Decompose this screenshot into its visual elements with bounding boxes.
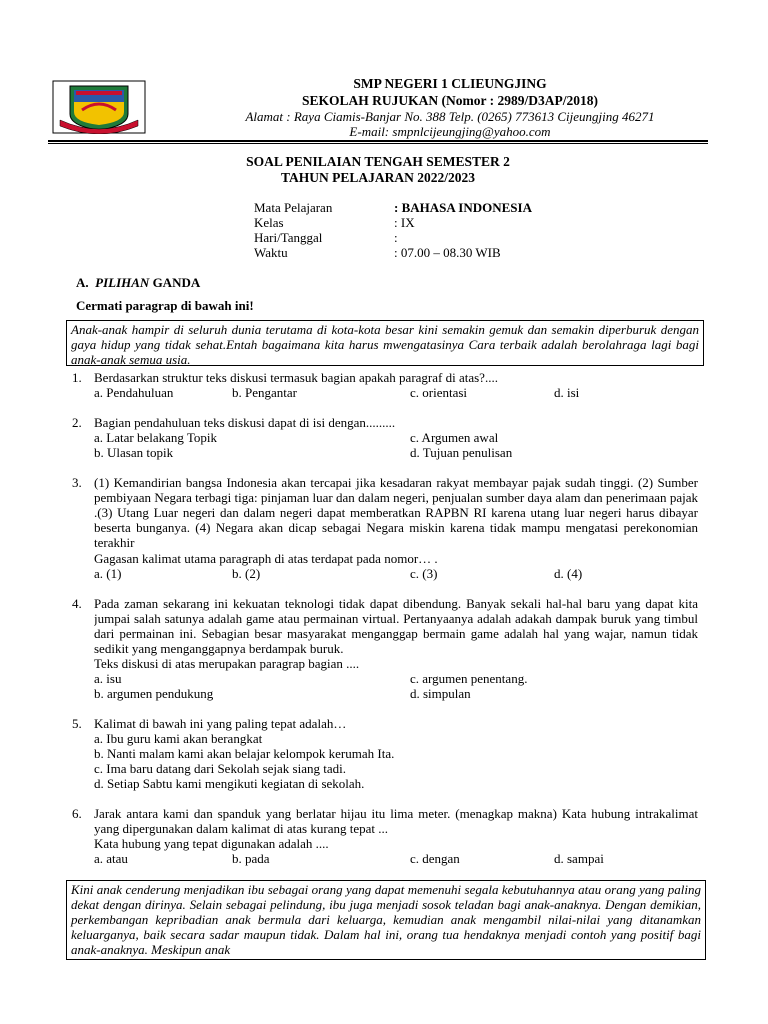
exam-year: TAHUN PELAJARAN 2022/2023 bbox=[280, 170, 475, 185]
option: d. (4) bbox=[554, 566, 583, 581]
question-prompt: Gagasan kalimat utama paragraph di atas terdapat pada nomor… . bbox=[94, 551, 438, 566]
school-rujukan: SEKOLAH RUJUKAN (Nomor : 2989/D3AP/2018) bbox=[302, 93, 598, 108]
option: a. Latar belakang Topik bbox=[94, 430, 218, 445]
question-prompt: Teks diskusi di atas merupakan paragrap bagian .... bbox=[94, 656, 360, 671]
section-title-italic: PILIHAN bbox=[95, 275, 150, 290]
option: c. (3) bbox=[410, 566, 438, 581]
option: b. Ulasan topik bbox=[94, 445, 174, 460]
info-value-subject: : BAHASA INDONESIA bbox=[394, 200, 532, 215]
option: c. orientasi bbox=[410, 385, 468, 400]
info-label-time: Waktu bbox=[254, 245, 288, 260]
option: a. Ibu guru kami akan berangkat bbox=[94, 731, 263, 746]
question-number: 6. bbox=[72, 806, 82, 821]
option: b. Pengantar bbox=[232, 385, 297, 400]
option: d. simpulan bbox=[410, 686, 471, 701]
question-text: Jarak antara kami dan spanduk yang berlatar hijau itu lima meter. (menagkap makna) Kata hubung intrakalimat yang dipergunakan dalam kalimat di atas kurang tepat ... bbox=[94, 806, 698, 836]
question-number: 1. bbox=[72, 370, 82, 385]
question-number: 5. bbox=[72, 716, 82, 731]
info-label-date: Hari/Tanggal bbox=[254, 230, 323, 245]
option: b. Nanti malam kami akan belajar kelompok kerumah Ita. bbox=[94, 746, 395, 761]
school-name: SMP NEGERI 1 CLIEUNGJING bbox=[353, 76, 547, 91]
option: d. Tujuan penulisan bbox=[410, 445, 513, 460]
option: b. (2) bbox=[232, 566, 261, 581]
passage-box-1: Anak-anak hampir di seluruh dunia terutama di kota-kota besar kini semakin gemuk dan semakin diperburuk dengan gaya hidup yang tidak sehat.Entah bagaimana kita harus mwengatasinya Cara terbaik adalah berolahraga lagi bagi anak-anak semua usia. bbox=[66, 320, 704, 366]
option: c. Argumen awal bbox=[410, 430, 499, 445]
option: a. (1) bbox=[94, 566, 122, 581]
passage-box-2: Kini anak cenderung menjadikan ibu sebagai orang yang dapat memenuhi segala kebutuhannya atau orang yang paling dekat dengan dirinya. Selain sebagai pelindung, ibu juga menjadi sosok teladan bagi anak-anaknya. Dengan demikian, perkembangan kepribadian anak bermula dari keluarga, kemudian anak mengambil nilai-nilai yang ditanamkan keluarganya, baik secara sadar maupun tidak. Dalam hal ini, orang tua hendaknya menjadi contoh yang positif bagi anak-anaknya. Meskipun anak bbox=[66, 880, 706, 960]
option: c. dengan bbox=[410, 851, 460, 866]
header-rule-thin bbox=[48, 143, 708, 144]
question-number: 2. bbox=[72, 415, 82, 430]
option: a. isu bbox=[94, 671, 122, 686]
instruction: Cermati paragrap di bawah ini! bbox=[76, 298, 254, 313]
option: d. Setiap Sabtu kami mengikuti kegiatan di sekolah. bbox=[94, 776, 365, 791]
question-text: (1) Kemandirian bangsa Indonesia akan tercapai jika kesadaran rakyat membayar pajak sudah tinggi. (2) Sumber pembiyaan Negara terbagi tiga: pinjaman luar dan dalam negeri, penjualan sumber daya alam dan penerimaan pajak .(3) Utang Luar negeri dan dalam negeri dapat memberatkan RAPBN RI karena utang luar negeri harus dibayar beserta bunganya. (4) Negara akan dicap sebagai Negara miskin karena tidak mampu mengatasi perekonomian terakhir bbox=[94, 475, 698, 550]
school-address: Alamat : Raya Ciamis-Banjar No. 388 Telp. (0265) 773613 Cijeungjing 46271 bbox=[245, 109, 655, 124]
header-rule bbox=[48, 140, 708, 142]
info-value-class: : IX bbox=[394, 215, 415, 230]
option: b. pada bbox=[232, 851, 270, 866]
question-text: Kalimat di bawah ini yang paling tepat adalah… bbox=[94, 716, 347, 731]
section-title-rest: GANDA bbox=[149, 275, 201, 290]
option: c. argumen penentang. bbox=[410, 671, 528, 686]
section-heading bbox=[76, 275, 200, 290]
question-text: Bagian pendahuluan teks diskusi dapat di isi dengan......... bbox=[94, 415, 396, 430]
option: d. sampai bbox=[554, 851, 604, 866]
section-letter: A. bbox=[76, 275, 89, 290]
school-email: E-mail: smpnlcijeungjing@yahoo.com bbox=[349, 124, 551, 139]
option: c. Ima baru datang dari Sekolah sejak siang tadi. bbox=[94, 761, 346, 776]
exam-title: SOAL PENILAIAN TENGAH SEMESTER 2 bbox=[246, 154, 510, 169]
option: a. Pendahuluan bbox=[94, 385, 174, 400]
question-number: 3. bbox=[72, 475, 82, 490]
info-value-time: : 07.00 – 08.30 WIB bbox=[394, 245, 501, 260]
question-prompt: Kata hubung yang tepat digunakan adalah .... bbox=[94, 836, 329, 851]
option: a. atau bbox=[94, 851, 128, 866]
question-number: 4. bbox=[72, 596, 82, 611]
school-logo bbox=[52, 80, 146, 134]
info-label-subject: Mata Pelajaran bbox=[254, 200, 333, 215]
question-text: Pada zaman sekarang ini kekuatan teknologi tidak dapat dibendung. Banyak sekali hal-hal baru yang dapat kita jumpai salah satunya adalah game atau permainan virtual. Pertanyaanya adalah adakah dampak buruk yang timbul dari permainan ini. Sebagian besar masyarakat menganggap bermain game adalah hal yang wajar, namun tidak sedikit yang menganggapnya berdampak buruk. bbox=[94, 596, 698, 656]
info-value-date: : bbox=[394, 230, 398, 245]
question-text: Berdasarkan struktur teks diskusi termasuk bagian apakah paragraf di atas?.... bbox=[94, 370, 498, 385]
option: b. argumen pendukung bbox=[94, 686, 214, 701]
option: d. isi bbox=[554, 385, 580, 400]
info-label-class: Kelas bbox=[254, 215, 284, 230]
